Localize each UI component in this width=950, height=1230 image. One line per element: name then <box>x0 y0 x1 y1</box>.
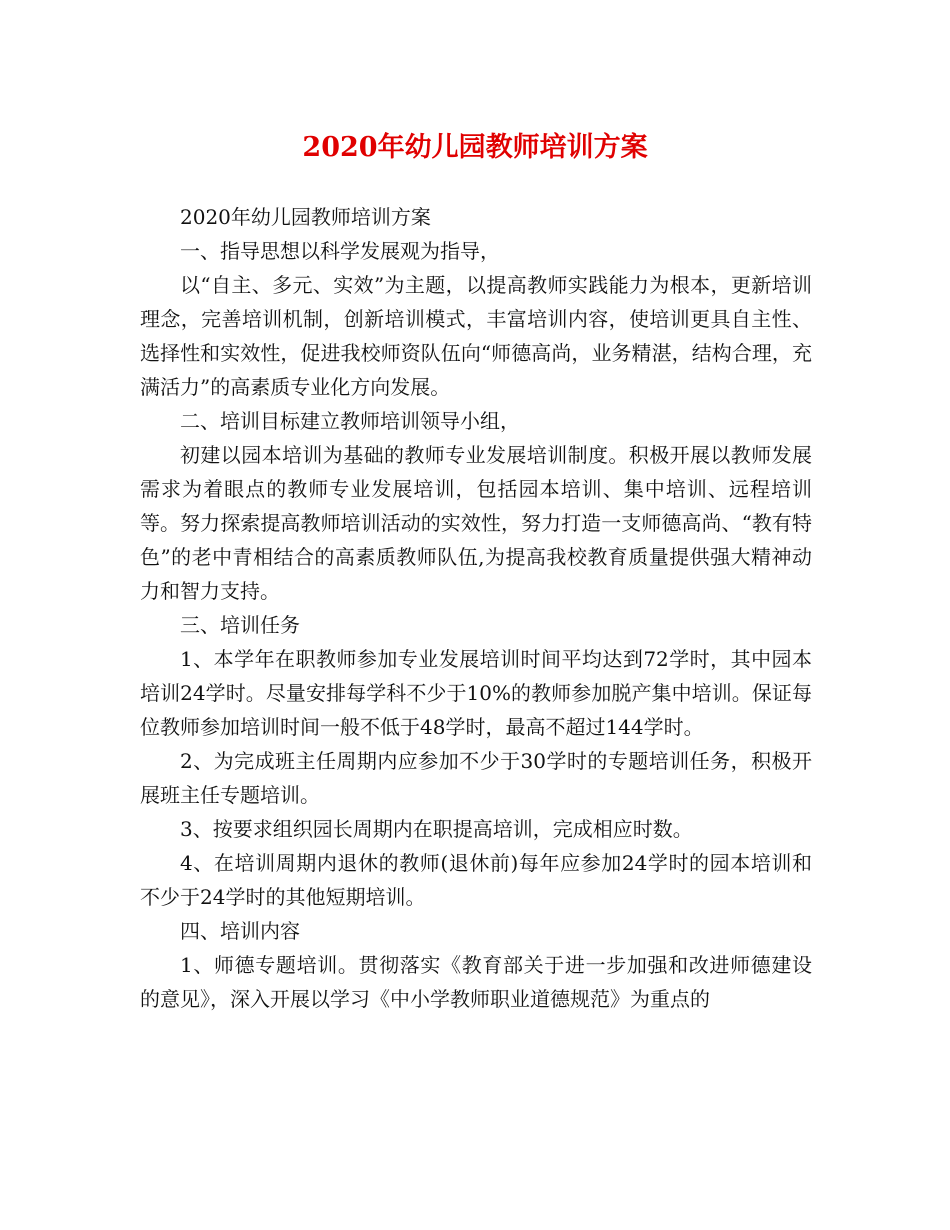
document-body <box>140 200 812 1016</box>
paragraph-task-1: 1、本学年在职教师参加专业发展培训时间平均达到72学时，其中园本培训24学时。尽量安排每学科不少于10%的教师参加脱产集中培训。保证每位教师参加培训时间一般不低于48学时，最高不超过144学时。 <box>140 647 812 739</box>
paragraph-content-1: 1、师德专题培训。贯彻落实《教育部关于进一步加强和改进师德建设的意见》，深入开展以学习《中小学教师职业道德规范》为重点的 <box>140 953 812 1011</box>
paragraph-task-2: 2、为完成班主任周期内应参加不少于30学时的专题培训任务，积极开展班主任专题培训。 <box>140 749 812 807</box>
paragraph-section-1-body: 以“自主、多元、实效”为主题，以提高教师实践能力为根本，更新培训理念，完善培训机制，创新培训模式，丰富培训内容，使培训更具自主性、选择性和实效性，促进我校师资队伍向“师德高尚，业务精湛，结构合理，充满活力”的高素质专业化方向发展。 <box>140 273 812 399</box>
paragraph-section-3-heading: 三、培训任务 <box>180 613 300 637</box>
paragraph-section-1-heading: 一、指导思想以科学发展观为指导， <box>180 239 500 263</box>
paragraph-task-3: 3、按要求组织园长周期内在职提高培训，完成相应时数。 <box>180 817 693 841</box>
paragraph-subtitle: 2020年幼儿园教师培训方案 <box>180 205 431 229</box>
paragraph-section-2-heading: 二、培训目标建立教师培训领导小组， <box>180 409 520 433</box>
document-title: 2020年幼儿园教师培训方案 <box>302 132 648 163</box>
paragraph-section-2-body: 初建以园本培训为基础的教师专业发展培训制度。积极开展以教师发展需求为着眼点的教师专业发展培训，包括园本培训、集中培训、远程培训等。努力探索提高教师培训活动的实效性，努力打造一支师德高尚、“教有特色”的老中青相结合的高素质教师队伍,为提高我校教育质量提供强大精神动力和智力支持。 <box>140 443 812 603</box>
paragraph-task-4: 4、在培训周期内退休的教师(退休前)每年应参加24学时的园本培训和不少于24学时的其他短期培训。 <box>140 851 812 909</box>
paragraph-section-4-heading: 四、培训内容 <box>180 919 300 943</box>
